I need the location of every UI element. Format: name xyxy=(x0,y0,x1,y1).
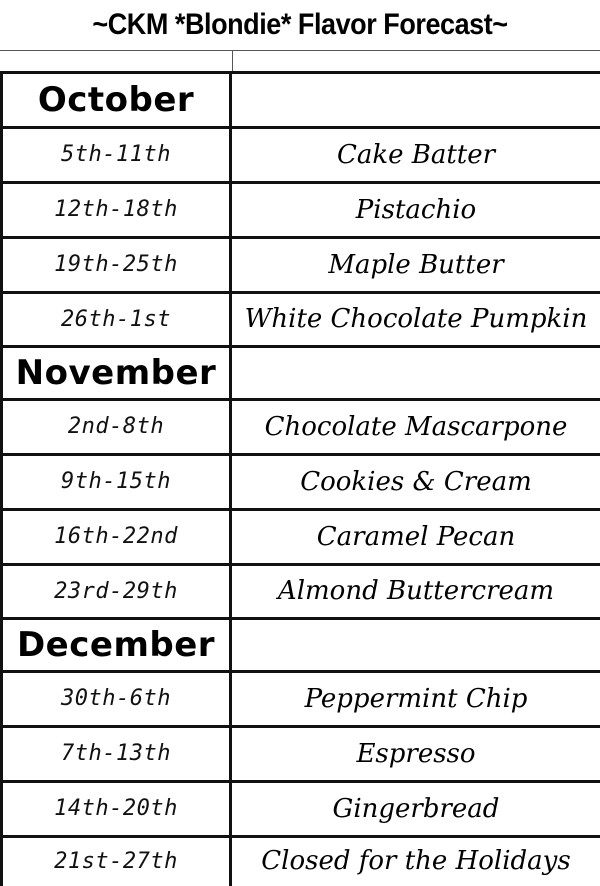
row-divider xyxy=(0,780,600,783)
week-flavor: Maple Butter xyxy=(328,249,504,280)
week-flavor: Chocolate Mascarpone xyxy=(264,411,568,442)
month-row-december xyxy=(0,618,600,671)
week-flavor: Almond Buttercream xyxy=(277,576,555,606)
table-row xyxy=(0,454,600,509)
week-dates: 7th-13th xyxy=(61,741,171,766)
forecast-table xyxy=(0,50,600,886)
month-row-october xyxy=(0,72,600,127)
week-dates: 19th-25th xyxy=(54,252,178,277)
week-flavor: Closed for the Holidays xyxy=(261,846,571,876)
table-row xyxy=(0,509,600,564)
table-row xyxy=(0,399,600,454)
table-row xyxy=(0,127,600,182)
week-flavor: Cookies & Cream xyxy=(300,466,532,497)
week-dates: 14th-20th xyxy=(54,796,178,821)
month-row-november xyxy=(0,346,600,399)
row-divider xyxy=(0,291,600,294)
row-divider xyxy=(0,181,600,184)
week-flavor: Espresso xyxy=(356,738,476,769)
table-row xyxy=(0,671,600,726)
week-dates: 26th-1st xyxy=(61,306,171,332)
row-divider xyxy=(0,725,600,728)
row-divider xyxy=(0,236,600,239)
week-dates: 23rd-29th xyxy=(54,578,178,604)
table-row xyxy=(0,781,600,836)
table-row xyxy=(0,182,600,237)
month-label: October xyxy=(37,79,195,120)
table-row xyxy=(0,237,600,292)
month-label: November xyxy=(15,352,217,393)
row-divider xyxy=(0,126,600,129)
table-row xyxy=(0,726,600,781)
row-divider xyxy=(0,345,600,348)
week-flavor: Peppermint Chip xyxy=(304,683,528,714)
week-flavor: Gingerbread xyxy=(332,793,500,824)
week-dates: 2nd-8th xyxy=(67,414,165,439)
row-divider xyxy=(0,617,600,620)
row-divider xyxy=(0,670,600,673)
week-flavor: Cake Batter xyxy=(336,139,496,170)
week-dates: 5th-11th xyxy=(61,142,171,167)
row-divider xyxy=(0,563,600,566)
table-row xyxy=(0,836,600,886)
row-divider xyxy=(0,453,600,456)
week-dates: 30th-6th xyxy=(61,686,171,711)
week-flavor: Caramel Pecan xyxy=(316,521,516,552)
table-top-strip xyxy=(0,50,600,72)
row-divider xyxy=(0,71,600,74)
week-dates: 16th-22nd xyxy=(54,524,178,549)
row-divider xyxy=(0,508,600,511)
table-row xyxy=(0,292,600,346)
week-dates: 21st-27th xyxy=(54,848,178,874)
month-label: December xyxy=(16,624,216,665)
week-flavor: Pistachio xyxy=(355,194,477,225)
week-dates: 9th-15th xyxy=(61,469,171,494)
table-row xyxy=(0,564,600,618)
page-title: ~CKM *Blondie* Flavor Forecast~ xyxy=(92,8,508,41)
week-flavor: White Chocolate Pumpkin xyxy=(244,304,588,334)
week-dates: 12th-18th xyxy=(54,197,178,222)
row-divider xyxy=(0,835,600,838)
row-divider xyxy=(0,398,600,401)
